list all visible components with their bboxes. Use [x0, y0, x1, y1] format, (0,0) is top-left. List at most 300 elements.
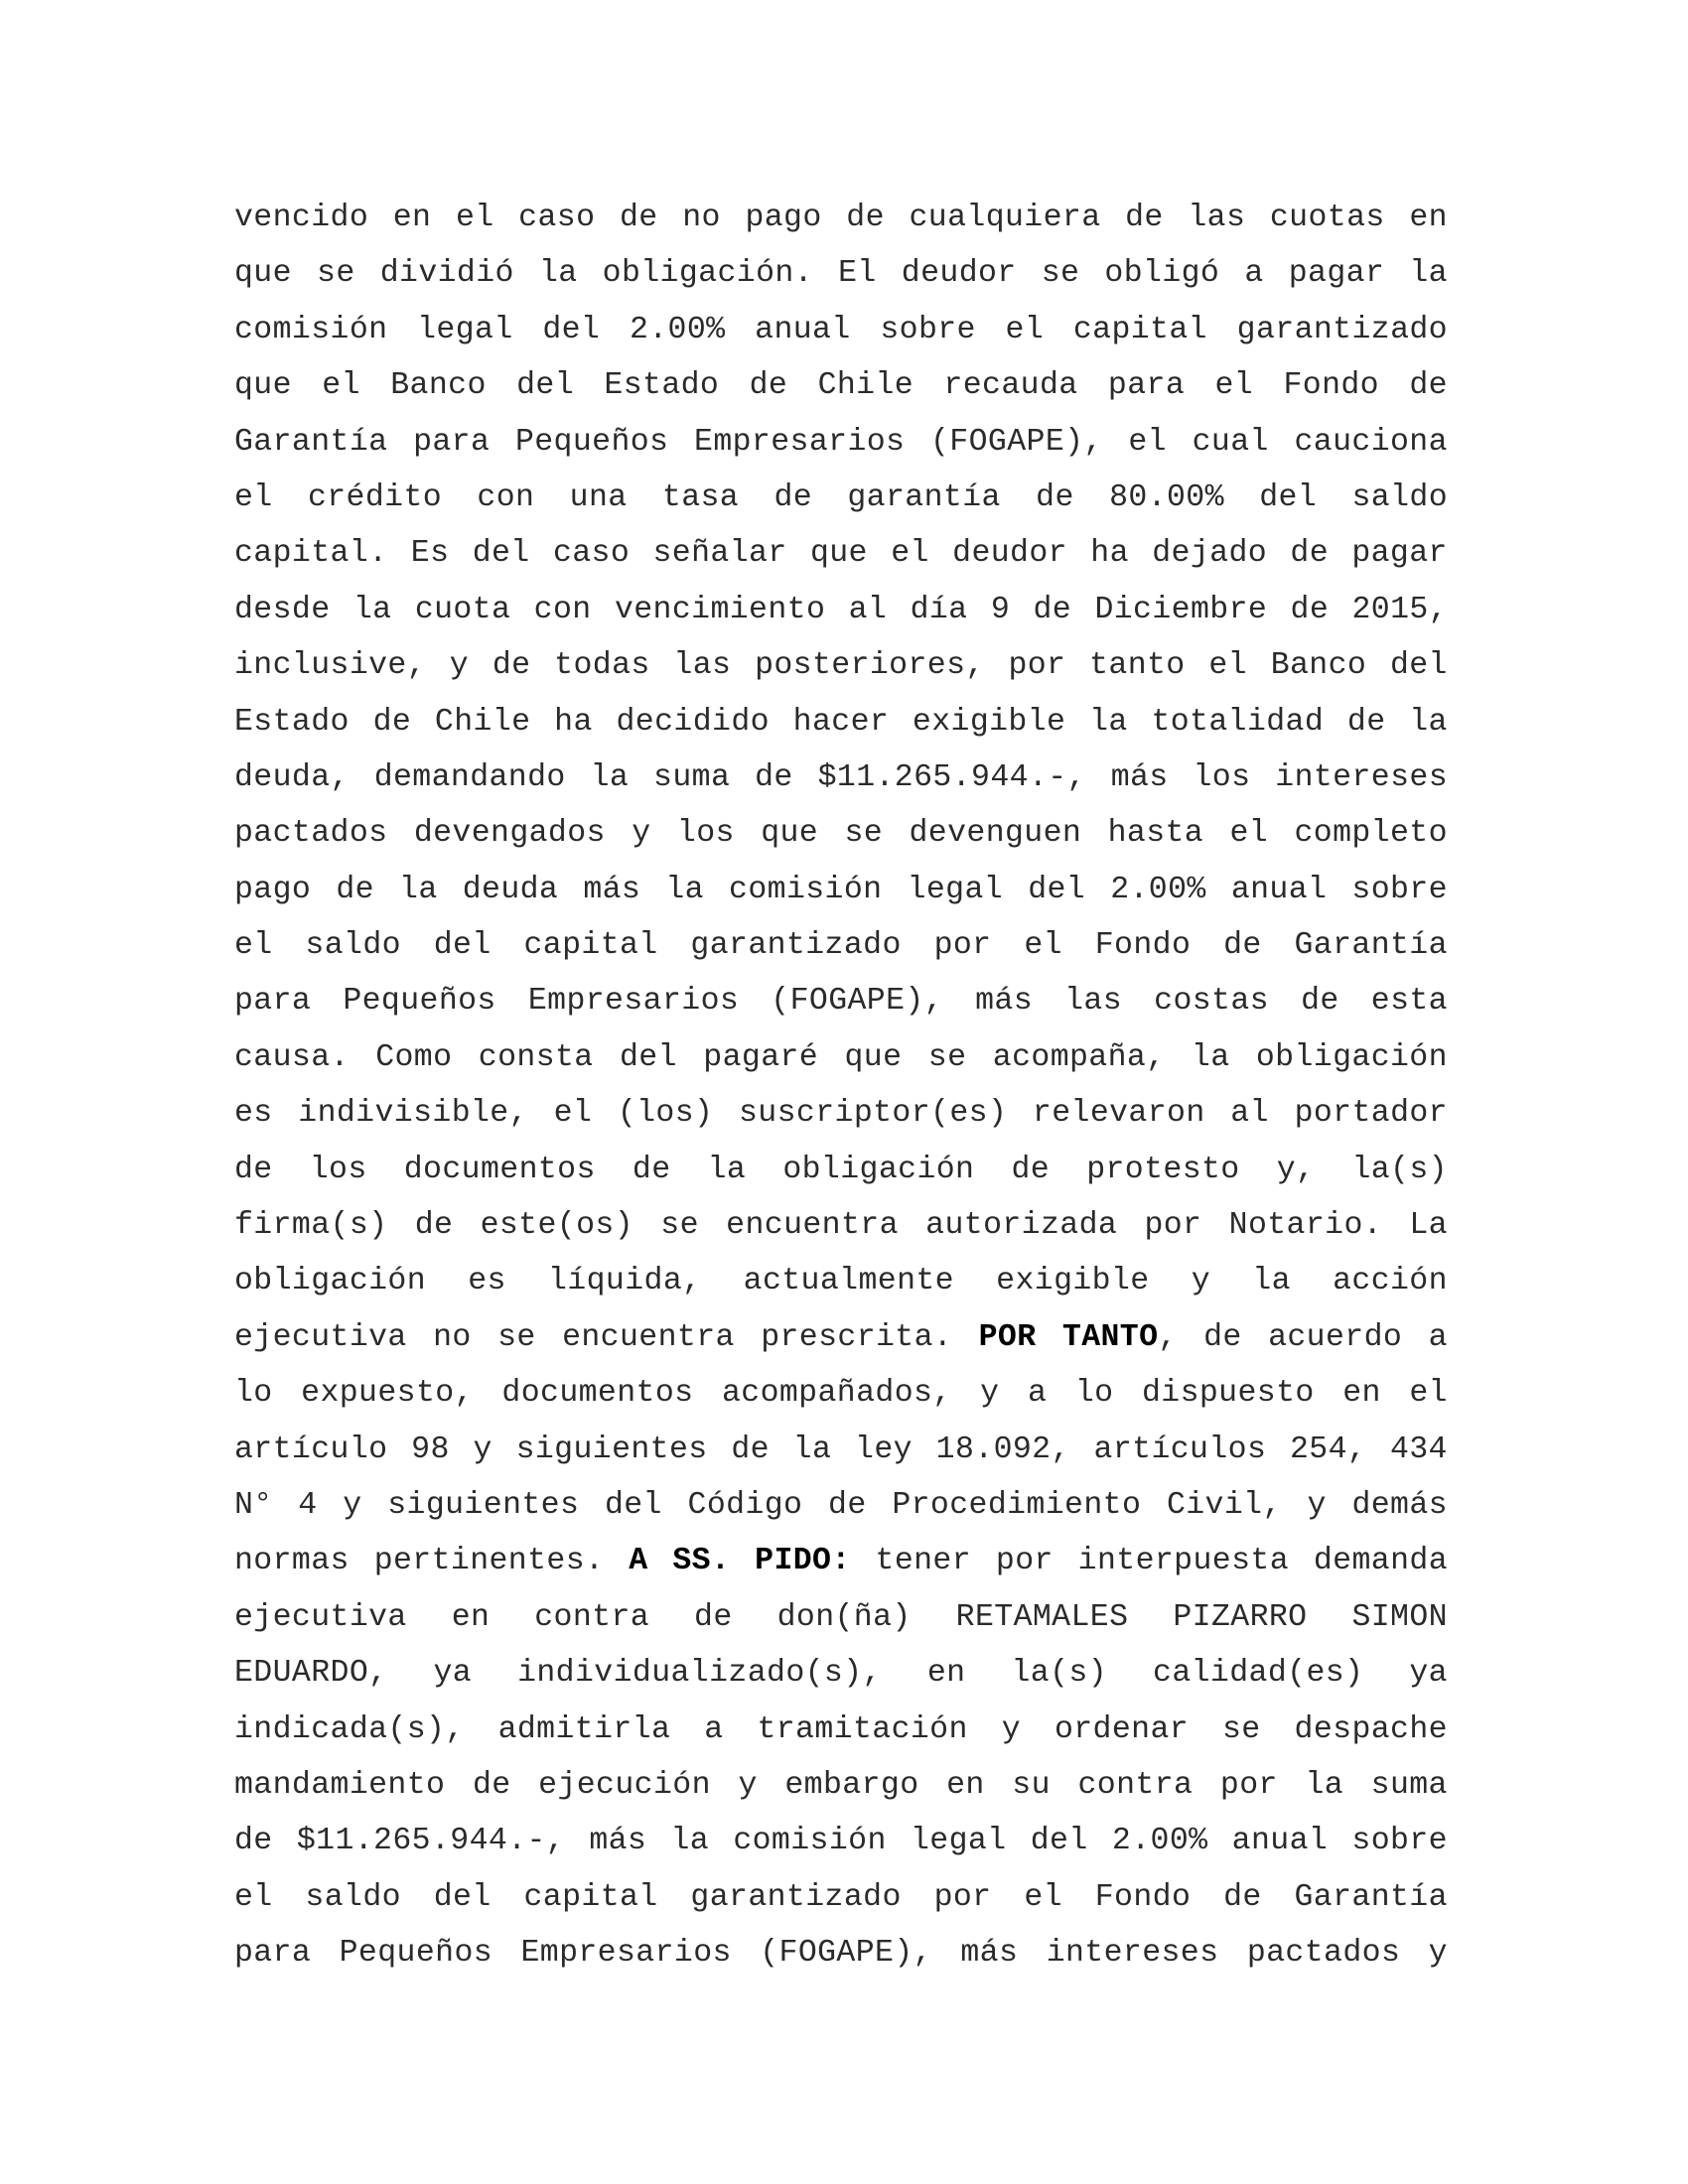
word: del [1028, 872, 1086, 907]
word: siguientes [515, 1432, 708, 1467]
word: $11.265.944.-, [296, 1824, 566, 1859]
word: comisión [733, 1824, 887, 1859]
word: portador [1294, 1096, 1448, 1132]
word: del [1259, 479, 1318, 515]
text-line [234, 191, 1448, 246]
word: de [1011, 1152, 1051, 1187]
word: deuda, [234, 759, 350, 795]
word: recauda [943, 368, 1078, 404]
word: es [234, 1096, 273, 1132]
word: ejecutiva [234, 1319, 407, 1355]
text-line [234, 806, 1448, 862]
text-line [234, 358, 1448, 414]
word: y [738, 1767, 758, 1803]
word: embargo [784, 1767, 919, 1803]
word: saldo [1351, 479, 1448, 515]
word: Chile [817, 368, 914, 404]
word: acompañados, [721, 1376, 952, 1412]
word: expuesto, [301, 1376, 474, 1412]
word: demandando [373, 759, 566, 795]
word: en [392, 201, 432, 235]
word: cauciona [1294, 424, 1448, 460]
word: artículo [234, 1432, 388, 1467]
text-line [234, 1423, 1448, 1478]
word: señalar [652, 536, 787, 572]
word: para [234, 984, 312, 1020]
word: contra [1077, 1767, 1194, 1803]
word: el [891, 536, 929, 572]
word: sobre [880, 312, 976, 347]
text-line [234, 1366, 1448, 1422]
word: 2015, [1351, 592, 1448, 627]
word: a [1428, 1319, 1448, 1355]
word: para [234, 1936, 312, 1972]
word: anual [1231, 1824, 1329, 1859]
text-line [234, 1590, 1448, 1646]
word: consta [478, 1039, 594, 1075]
word: y [449, 648, 470, 684]
word: encuentra [726, 1208, 899, 1244]
word: que [761, 816, 819, 852]
word: la [1409, 256, 1448, 292]
word: del [516, 368, 575, 404]
word: de [1223, 1879, 1262, 1915]
word: el [234, 479, 273, 515]
word: Pequeños [514, 424, 669, 460]
word: en [1342, 1376, 1381, 1412]
word: 254, [1290, 1432, 1367, 1467]
word: la [1252, 1264, 1291, 1299]
word: por [1219, 1767, 1278, 1803]
word: pagaré [703, 1039, 819, 1075]
word: Empresarios [520, 1936, 732, 1972]
word: no [433, 1319, 472, 1355]
word: capital [523, 1879, 658, 1915]
text-line [234, 1534, 1448, 1589]
word: protesto [1086, 1152, 1240, 1187]
word: caso [518, 201, 596, 235]
word: la(s) [1011, 1656, 1107, 1692]
word: Como [375, 1039, 453, 1075]
word: Garantía [234, 424, 388, 460]
word: y [632, 816, 651, 852]
word: con [533, 592, 592, 627]
word: ejecución [538, 1767, 711, 1803]
word: PIDO: [755, 1544, 851, 1579]
word: Diciembre [1094, 592, 1268, 627]
word: legal [417, 312, 513, 347]
word: Empresarios [694, 424, 906, 460]
word: de [472, 1767, 511, 1803]
word: las [1188, 201, 1246, 235]
word: pactados [1246, 1936, 1401, 1972]
word: decidido [616, 704, 770, 740]
word: la [707, 1152, 747, 1187]
word: del [604, 1487, 662, 1523]
word: totalidad [1151, 704, 1325, 740]
word: el [1005, 312, 1045, 347]
word: POR [978, 1319, 1037, 1355]
word: de [1290, 536, 1329, 572]
word: actualmente [743, 1264, 954, 1299]
word: cual [1192, 424, 1269, 460]
word: el [455, 201, 494, 235]
word: el [1409, 1376, 1448, 1412]
word: de [620, 201, 658, 235]
word: las [1064, 984, 1123, 1020]
word: en [946, 1767, 985, 1803]
word: de [492, 648, 531, 684]
word: de [234, 1152, 273, 1187]
word: Es [410, 536, 450, 572]
word: SIMON [1351, 1599, 1448, 1635]
word: y [980, 1376, 1000, 1412]
word: la [352, 592, 392, 627]
word: El [838, 256, 877, 292]
word: SS. [672, 1544, 731, 1579]
word: del [542, 312, 601, 347]
word: en [451, 1599, 491, 1635]
word: que [234, 256, 292, 292]
word: de [755, 759, 793, 795]
word: de [1346, 704, 1386, 740]
word: ya [1409, 1656, 1448, 1692]
word: capital [1072, 312, 1207, 347]
word: la [1191, 1039, 1230, 1075]
word: pago [745, 201, 822, 235]
word: es [468, 1264, 506, 1299]
word: a [1027, 1376, 1048, 1412]
word: demanda [1313, 1544, 1448, 1579]
word: acuerdo [1268, 1319, 1403, 1355]
word: TANTO, [1061, 1319, 1178, 1355]
word: pertinentes. [373, 1544, 605, 1579]
word: y [1191, 1264, 1211, 1299]
word: Pequeños [343, 984, 496, 1020]
word: por [1008, 648, 1066, 684]
word: intereses [1046, 1936, 1219, 1972]
text-line [234, 583, 1448, 638]
word: y [1001, 1711, 1022, 1747]
word: la [1089, 704, 1128, 740]
word: crédito [307, 479, 443, 515]
word: lo [1074, 1376, 1114, 1412]
word: ley [855, 1432, 913, 1467]
word: Banco [1270, 648, 1367, 684]
text-line [234, 1758, 1448, 1814]
word: 2.00% [1111, 1824, 1208, 1859]
word: no [682, 201, 721, 235]
word: sobre [1351, 1824, 1448, 1859]
word: todas [554, 648, 650, 684]
word: tanto [1089, 648, 1186, 684]
word: sobre [1351, 872, 1448, 907]
word: de [1290, 592, 1330, 627]
word: ha [554, 704, 593, 740]
word: encuentra [562, 1319, 735, 1355]
text-line [234, 1646, 1448, 1702]
word: de [632, 1152, 671, 1187]
word: suscriptor(es) [739, 1096, 1008, 1132]
word: pagar [1351, 536, 1448, 572]
word: 80.00% [1109, 479, 1224, 515]
word: suma [1370, 1767, 1448, 1803]
word: en [1409, 201, 1448, 235]
text-line [234, 751, 1448, 806]
word: se [497, 1319, 536, 1355]
word: 2.00% [629, 312, 726, 347]
word: acción [1333, 1264, 1448, 1299]
word: la [399, 872, 438, 907]
word: de [828, 1487, 867, 1523]
word: se [317, 256, 355, 292]
word: acompaña, [992, 1039, 1166, 1075]
word: deuda [462, 872, 559, 907]
word: la [792, 1432, 832, 1467]
word: devengados [413, 816, 606, 852]
word: devenguen [909, 816, 1082, 852]
text-line [234, 863, 1448, 918]
word: calidad(es) [1153, 1656, 1364, 1692]
word: indicada(s), [234, 1711, 465, 1747]
word: la [590, 759, 630, 795]
word: Código [687, 1487, 803, 1523]
word: al [1230, 1096, 1269, 1132]
word: de [774, 479, 813, 515]
word: relevaron [1032, 1096, 1205, 1132]
word: más [589, 1824, 647, 1859]
word: de [1036, 479, 1074, 515]
word: 2.00% [1110, 872, 1206, 907]
word: este(os) [480, 1208, 634, 1244]
word: de [846, 201, 885, 235]
text-line [234, 1926, 1448, 1981]
word: las [673, 648, 732, 684]
word: desde [234, 592, 331, 627]
word: (los) [617, 1096, 714, 1132]
word: comisión [234, 312, 388, 347]
word: para [413, 424, 491, 460]
word: (FOGAPE), [771, 984, 944, 1020]
word: su [1012, 1767, 1051, 1803]
word: exigible [912, 704, 1066, 740]
word: normas [234, 1544, 350, 1579]
word: de [414, 1208, 454, 1244]
word: saldo [305, 928, 401, 964]
word: cualquiera [909, 201, 1101, 235]
word: de [694, 1599, 733, 1635]
word: más [975, 984, 1034, 1020]
word: individualizado(s), [517, 1656, 882, 1692]
word: y [473, 1432, 492, 1467]
word: esta [1370, 984, 1448, 1020]
word: Civil, [1166, 1487, 1282, 1523]
word: Garantía [1294, 928, 1448, 964]
word: la [1409, 704, 1448, 740]
word: el [1024, 1879, 1062, 1915]
word: hasta [1107, 816, 1204, 852]
word: el [1229, 816, 1269, 852]
word: de [1203, 1319, 1242, 1355]
word: y, [1276, 1152, 1316, 1187]
word: ha [1090, 536, 1129, 572]
word: firma(s) [234, 1208, 388, 1244]
word: de [749, 368, 788, 404]
word: cuotas [1269, 201, 1385, 235]
word: de [336, 872, 374, 907]
word: mandamiento [234, 1767, 446, 1803]
word: vencimiento [614, 592, 826, 627]
word: la [665, 872, 704, 907]
word: inclusive, [234, 648, 427, 684]
word: de [1409, 368, 1448, 404]
word: los [676, 816, 735, 852]
word: despache [1294, 1711, 1448, 1747]
word: los [1193, 759, 1251, 795]
word: caso [552, 536, 631, 572]
word: 434 [1389, 1432, 1448, 1467]
word: ya [433, 1656, 473, 1692]
word: de [1223, 928, 1262, 964]
word: el [234, 928, 273, 964]
word: en [926, 1656, 966, 1692]
word: que [844, 1039, 903, 1075]
word: Notario. [1228, 1208, 1383, 1244]
word: el [1208, 648, 1247, 684]
word: anual [755, 312, 851, 347]
word: demás [1351, 1487, 1448, 1523]
text-line [234, 918, 1448, 974]
word: saldo [305, 1879, 401, 1915]
word: garantizado [1236, 312, 1448, 347]
text-line [234, 1254, 1448, 1309]
word: Estado [234, 704, 350, 740]
word: del [1389, 648, 1448, 684]
word: se [1041, 256, 1080, 292]
text-line [234, 1870, 1448, 1926]
word: de [234, 1824, 273, 1859]
word: una [569, 479, 628, 515]
word: Garantía [1294, 1879, 1448, 1915]
word: 18.092, [935, 1432, 1070, 1467]
word: pactados [234, 816, 388, 852]
text-line [234, 246, 1448, 302]
word: EDUARDO, [234, 1656, 388, 1692]
word: deudor [952, 536, 1067, 572]
word: documentos [501, 1376, 694, 1412]
word: A [629, 1544, 648, 1579]
text-line [234, 1143, 1448, 1198]
text-line [234, 1030, 1448, 1086]
word: RETAMALES [955, 1599, 1129, 1635]
word: el [234, 1879, 273, 1915]
word: tramitación [757, 1711, 968, 1747]
word: posteriores, [755, 648, 985, 684]
word: obligación [234, 1264, 427, 1299]
word: por [995, 1544, 1054, 1579]
word: por [933, 928, 992, 964]
word: más [583, 872, 641, 907]
word: por [1144, 1208, 1202, 1244]
text-line [234, 526, 1448, 582]
word: prescrita. [761, 1319, 953, 1355]
text-line [234, 471, 1448, 526]
text-line [234, 415, 1448, 471]
word: más [960, 1936, 1019, 1972]
word: legal [911, 1824, 1007, 1859]
word: anual [1230, 872, 1328, 907]
word: que [234, 368, 292, 404]
word: artículos [1093, 1432, 1267, 1467]
text-line [234, 1310, 1448, 1366]
word: se [844, 816, 884, 852]
word: de [372, 704, 412, 740]
word: del [433, 1879, 492, 1915]
word: obligación. [602, 256, 813, 292]
word: 98 [411, 1432, 450, 1467]
word: de [1301, 984, 1339, 1020]
word: tener [875, 1544, 972, 1579]
word: contra [534, 1599, 650, 1635]
word: ejecutiva [234, 1599, 407, 1635]
word: capital [523, 928, 658, 964]
word: de [1033, 592, 1072, 627]
word: la [1305, 1767, 1344, 1803]
word: se [927, 1039, 967, 1075]
word: Empresarios [527, 984, 740, 1020]
word: garantizado [690, 1879, 902, 1915]
word: más [1110, 759, 1169, 795]
word: dividió [379, 256, 514, 292]
word: tasa [661, 479, 740, 515]
word: para [1107, 368, 1186, 404]
word: el [322, 368, 360, 404]
text-line [234, 638, 1448, 694]
word: suma [653, 759, 731, 795]
word: del [472, 536, 530, 572]
word: Procedimiento [892, 1487, 1142, 1523]
word: y [343, 1487, 362, 1523]
word: Banco [390, 368, 487, 404]
word: 9 [990, 592, 1011, 627]
word: documentos [403, 1152, 596, 1187]
word: Estado [604, 368, 720, 404]
word: con [477, 479, 535, 515]
word: pagar [1288, 256, 1385, 292]
word: la [670, 1824, 710, 1859]
word: se [1222, 1711, 1261, 1747]
word: del [1030, 1824, 1088, 1859]
word: deudor [901, 256, 1017, 292]
word: don(ña) [776, 1599, 912, 1635]
word: el [553, 1096, 593, 1132]
text-line [234, 303, 1448, 358]
word: costas [1154, 984, 1269, 1020]
word: ordenar [1054, 1711, 1190, 1747]
word: Chile [434, 704, 531, 740]
word: se [660, 1208, 699, 1244]
word: (FOGAPE), [930, 424, 1103, 460]
word: de [731, 1432, 770, 1467]
word: por [933, 1879, 992, 1915]
word: garantizado [690, 928, 902, 964]
word: obligó [1104, 256, 1220, 292]
word: vencido [234, 201, 369, 235]
text-line [234, 1086, 1448, 1142]
word: Fondo [1283, 368, 1379, 404]
word: interpuesta [1077, 1544, 1290, 1579]
word: de [1125, 201, 1164, 235]
